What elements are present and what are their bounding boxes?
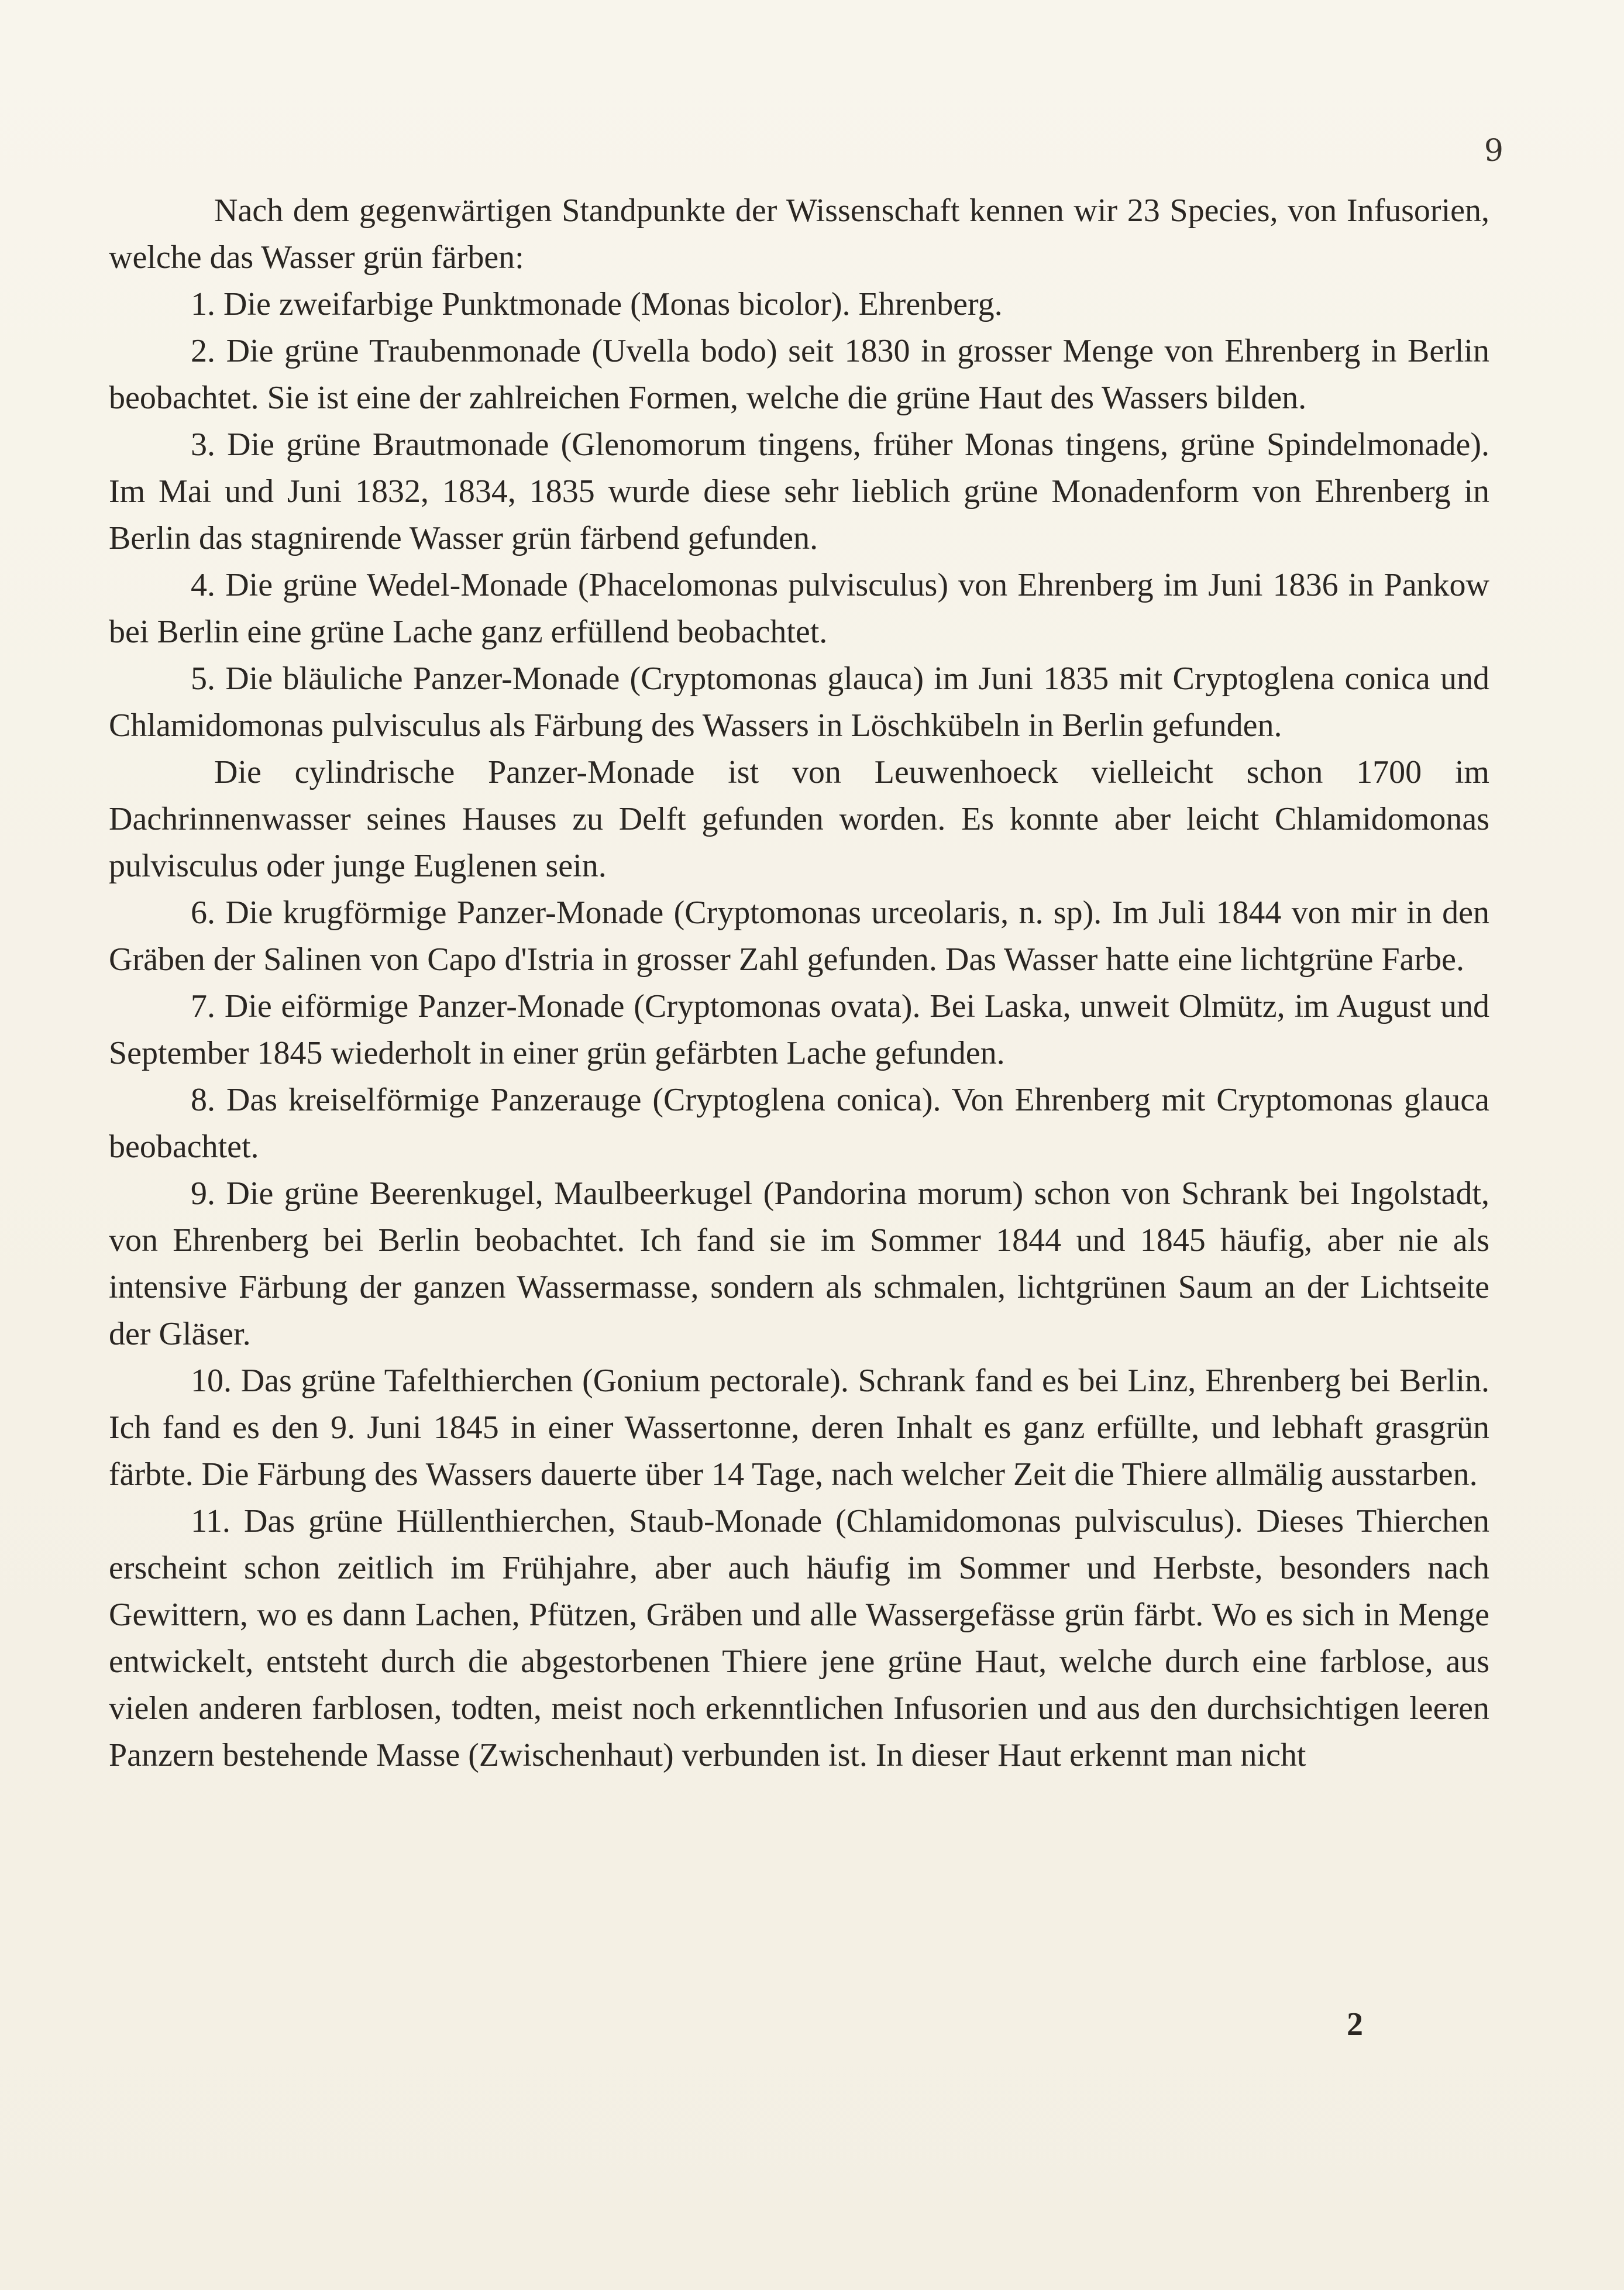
list-item-7: 7. Die eiförmige Panzer-Monade (Cryptomonas ovata). Bei Laska, unweit Olmütz, im August und September 1845 wiederholt in einer grün gefärbten Lache gefunden. [109, 988, 1489, 1071]
list-item-10: 10. Das grüne Tafelthierchen (Gonium pectorale). Schrank fand es bei Linz, Ehrenberg bei Berlin. Ich fand es den 9. Juni 1845 in einer Wassertonne, deren Inhalt es ganz erfüllte, und lebhaft grasgrün färbte. Die Färbung des Wassers dauerte über 14 Tage, nach welcher Zeit die Thiere allmälig ausstarben. [109, 1363, 1489, 1493]
list-item-4: 4. Die grüne Wedel-Monade (Phacelomonas pulvisculus) von Ehrenberg im Juni 1836 in Pankow bei Berlin eine grüne Lache ganz erfüllend beobachtet. [109, 567, 1489, 650]
list-item-5: 5. Die bläuliche Panzer-Monade (Cryptomonas glauca) im Juni 1835 mit Cryptoglena conica und Chlamidomonas pulvisculus als Färbung des Wassers in Löschkübeln in Berlin gefunden. [109, 661, 1489, 744]
list-item-6: 6. Die krugförmige Panzer-Monade (Cryptomonas urceolaris, n. sp). Im Juli 1844 von mir in den Gräben der Salinen von Capo d'Istria in grosser Zahl gefunden. Das Wasser hatte eine lichtgrüne Farbe. [109, 895, 1489, 978]
signature-mark: 2 [1347, 2006, 1363, 2043]
list-item-11: 11. Das grüne Hüllenthierchen, Staub-Monade (Chlamidomonas pulvisculus). Dieses Thierchen erscheint schon zeitlich im Frühjahre, aber auch häufig im Sommer und Herbste, besonders nach Gewittern, wo es dann Lachen, Pfützen, Gräben und alle Wassergefässe grün färbt. Wo es sich in Menge entwickelt, entsteht durch die abgestorbenen Thiere jene grüne Haut, welche durch eine farblose, aus vielen anderen farblosen, todten, meist noch erkenntlichen Infusorien und aus den durchsichtigen leeren Panzern bestehende Masse (Zwischenhaut) verbunden ist. In dieser Haut erkennt man nicht [109, 1503, 1489, 1773]
list-item-3: 3. Die grüne Brautmonade (Glenomorum tingens, früher Monas tingens, grüne Spindelmonade). Im Mai und Juni 1832, 1834, 1835 wurde diese sehr lieblich grüne Monadenform von Ehrenberg in Berlin das stagnirende Wasser grün färbend gefunden. [109, 427, 1489, 556]
page-number: 9 [1484, 133, 1503, 169]
note-paragraph: Die cylindrische Panzer-Monade ist von Leuwenhoeck vielleicht schon 1700 im Dachrinnenwasser seines Hauses zu Delft gefunden worden. Es konnte aber leicht Chlamidomonas pulvisculus oder junge Euglenen sein. [109, 754, 1489, 884]
list-item-2: 2. Die grüne Traubenmonade (Uvella bodo) seit 1830 in grosser Menge von Ehrenberg in Berlin beobachtet. Sie ist eine der zahlreichen Formen, welche die grüne Haut des Wassers bilden. [109, 333, 1489, 416]
list-item-8: 8. Das kreiselförmige Panzerauge (Cryptoglena conica). Von Ehrenberg mit Cryptomonas glauca beobachtet. [109, 1082, 1489, 1165]
intro-paragraph: Nach dem gegenwärtigen Standpunkte der Wissenschaft kennen wir 23 Species, von Infusorien, welche das Wasser grün färben: [109, 192, 1489, 276]
list-item-9: 9. Die grüne Beerenkugel, Maulbeerkugel (Pandorina morum) schon von Schrank bei Ingolstadt, von Ehrenberg bei Berlin beobachtet. Ich fand sie im Sommer 1844 und 1845 häufig, aber nie als intensive Färbung der ganzen Wassermasse, sondern als schmalen, lichtgrünen Saum an der Lichtseite der Gläser. [109, 1175, 1489, 1352]
body-text [109, 187, 1489, 1779]
list-item-1: 1. Die zweifarbige Punktmonade (Monas bicolor). Ehrenberg. [191, 286, 1003, 322]
